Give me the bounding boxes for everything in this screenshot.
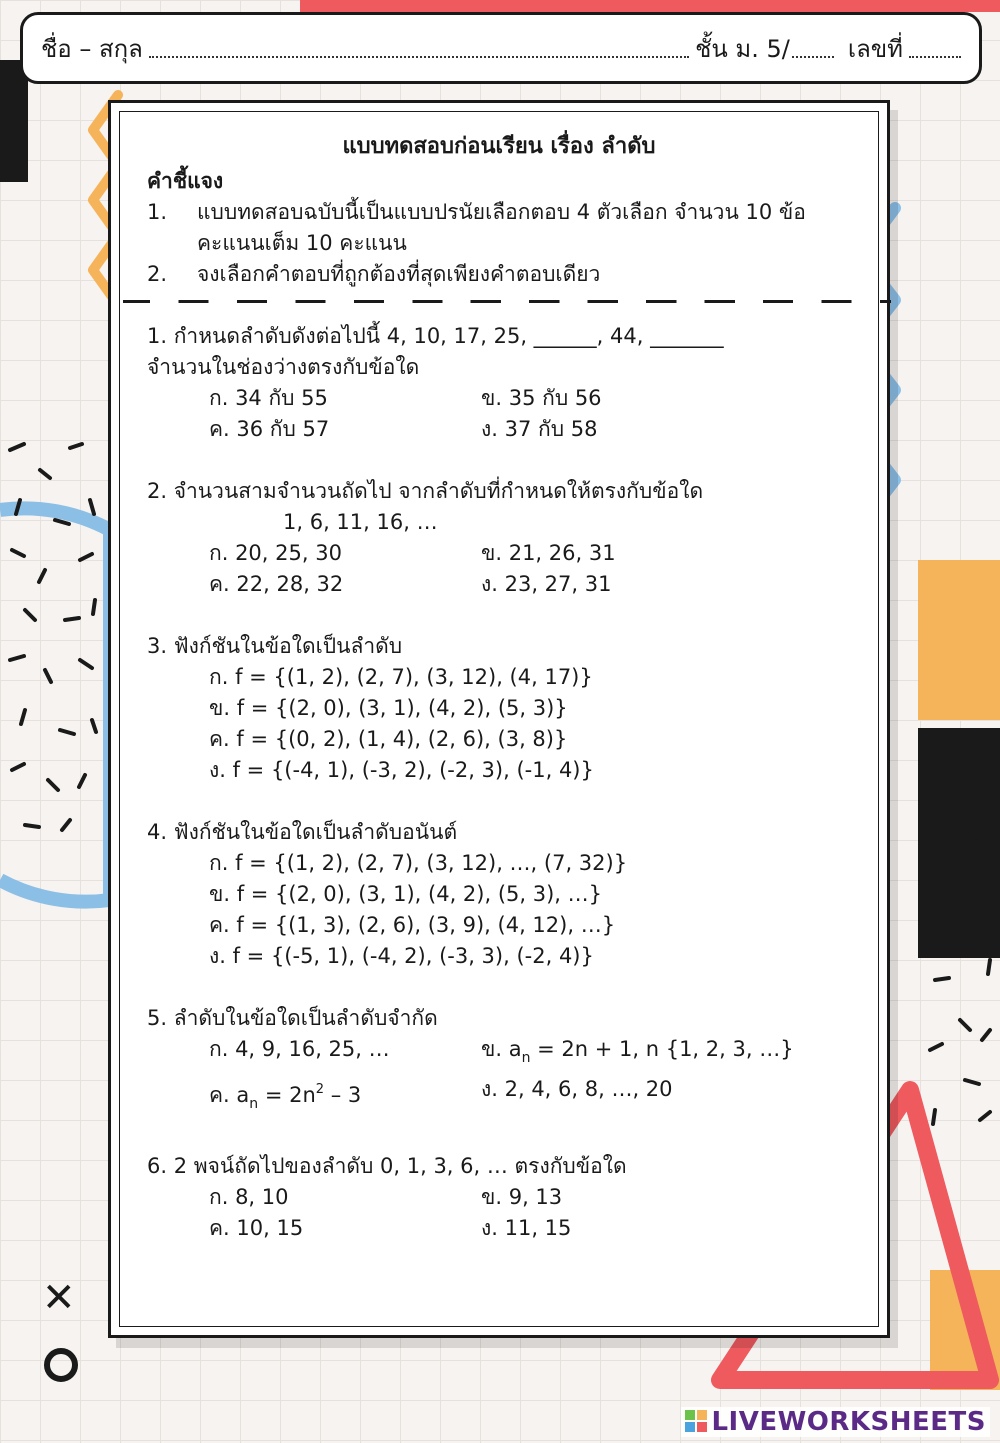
option-c[interactable]: ค. $a_n = 2n^2 - 3$: [209, 1082, 362, 1112]
worksheet-content: [147, 131, 851, 1275]
option-b[interactable]: ข. 21, 26, 31: [481, 541, 616, 565]
option-a[interactable]: ก. 20, 25, 30: [209, 541, 342, 565]
dashed-divider: [123, 300, 891, 303]
given-sequence: 1, 6, 11, 16, …: [283, 510, 438, 534]
option-d[interactable]: ง. 2, 4, 6, 8, …, 20: [481, 1077, 673, 1101]
orange-block-right: [918, 560, 1000, 720]
options-list: [147, 662, 851, 786]
question-6: [147, 1151, 851, 1244]
instruction-text: จงเลือกคำตอบที่ถูกต้องที่สุดเพียงคำตอบเดียว: [197, 262, 601, 286]
question-stem: 4. ฟังก์ชันในข้อใดเป็นลำดับอนันต์: [147, 820, 458, 844]
instructions-heading: คำชี้แจง: [147, 169, 224, 193]
name-blank[interactable]: [149, 38, 689, 58]
question-stem: 6. 2 พจน์ถัดไปของลำดับ 0, 1, 3, 6, … ตรงกับข้อใด: [147, 1154, 627, 1178]
option-c[interactable]: ค. 10, 15: [209, 1216, 304, 1240]
option-b[interactable]: ข. $a_n = 2n + 1$, n {1, 2, 3, …}: [481, 1037, 794, 1066]
option-b[interactable]: ข. f = {(2, 0), (3, 1), (4, 2), (5, 3), …}: [209, 882, 603, 906]
option-d[interactable]: ง. 11, 15: [481, 1216, 572, 1240]
question-2: [147, 476, 851, 600]
worksheet-title: แบบทดสอบก่อนเรียน เรื่อง ลำดับ: [342, 134, 656, 159]
question-stem-line-2: จำนวนในช่องว่างตรงกับข้อใด: [147, 355, 420, 379]
logo-text: LIVEWORKSHEETS: [711, 1407, 986, 1437]
instruction-item: 2. จงเลือกคำตอบที่ถูกต้องที่สุดเพียงคำตอบเดียว: [147, 259, 851, 290]
option-c[interactable]: ค. f = {(1, 3), (2, 6), (3, 9), (4, 12), …}: [209, 913, 616, 937]
options-grid: [147, 1182, 851, 1244]
option-d[interactable]: ง. 37 กับ 58: [481, 417, 598, 441]
option-b[interactable]: ข. f = {(2, 0), (3, 1), (4, 2), (5, 3)}: [209, 696, 568, 720]
question-stem: 2. จำนวนสามจำนวนถัดไป จากลำดับที่กำหนดให้ตรงกับข้อใด: [147, 479, 704, 503]
option-a[interactable]: ก. 8, 10: [209, 1185, 289, 1209]
x-mark-icon: ✕: [42, 1275, 76, 1321]
question-stem: 1. กำหนดลำดับดังต่อไปนี้ 4, 10, 17, 25, ______, 44, _______: [147, 324, 724, 348]
option-d[interactable]: ง. f = {(-4, 1), (-3, 2), (-2, 3), (-1, 4)}: [209, 758, 594, 782]
red-corner-stripe: [300, 0, 1000, 12]
liveworksheets-logo[interactable]: [681, 1407, 990, 1437]
options-grid: [147, 1034, 851, 1120]
option-c[interactable]: ค. 22, 28, 32: [209, 572, 344, 596]
question-stem: 3. ฟังก์ชันในข้อใดเป็นลำดับ: [147, 634, 403, 658]
name-label: ชื่อ – สกุล: [41, 34, 143, 63]
option-d[interactable]: ง. f = {(-5, 1), (-4, 2), (-3, 3), (-2, 4)}: [209, 944, 594, 968]
options-grid: [147, 538, 851, 600]
instruction-text: แบบทดสอบฉบับนี้เป็นแบบปรนัยเลือกตอบ 4 ตัวเลือก จำนวน 10 ข้อ: [197, 200, 806, 224]
instruction-item: 1. แบบทดสอบฉบับนี้เป็นแบบปรนัยเลือกตอบ 4 ตัวเลือก จำนวน 10 ข้อ คะแนนเต็ม 10 คะแนน: [147, 197, 851, 259]
option-a[interactable]: ก. 34 กับ 55: [209, 386, 328, 410]
question-3: [147, 631, 851, 786]
instruction-text: คะแนนเต็ม 10 คะแนน: [197, 231, 407, 255]
option-a[interactable]: ก. 4, 9, 16, 25, …: [209, 1037, 390, 1061]
black-block-left: [0, 60, 28, 182]
option-b[interactable]: ข. 35 กับ 56: [481, 386, 602, 410]
class-blank[interactable]: [792, 38, 834, 58]
option-a[interactable]: ก. f = {(1, 2), (2, 7), (3, 12), …, (7, 32)}: [209, 851, 628, 875]
option-c[interactable]: ค. f = {(0, 2), (1, 4), (2, 6), (3, 8)}: [209, 727, 568, 751]
class-label: ชั้น ม. 5/: [695, 34, 790, 63]
option-b[interactable]: ข. 9, 13: [481, 1185, 563, 1209]
question-5: [147, 1003, 851, 1120]
worksheet-paper: [108, 100, 890, 1338]
option-c[interactable]: ค. 36 กับ 57: [209, 417, 330, 441]
student-info-bar: [20, 12, 982, 84]
confetti-pattern-left: [0, 430, 110, 870]
options-list: [147, 848, 851, 972]
logo-grid-icon: [685, 1410, 707, 1432]
circle-mark-icon: [44, 1348, 78, 1382]
option-a[interactable]: ก. f = {(1, 2), (2, 7), (3, 12), (4, 17)}: [209, 665, 593, 689]
number-blank[interactable]: [909, 38, 961, 58]
option-d[interactable]: ง. 23, 27, 31: [481, 572, 612, 596]
question-1: [147, 321, 851, 445]
question-4: [147, 817, 851, 972]
number-label: เลขที่: [847, 34, 903, 63]
question-stem: 5. ลำดับในข้อใดเป็นลำดับจำกัด: [147, 1006, 438, 1030]
options-grid: [147, 383, 851, 445]
